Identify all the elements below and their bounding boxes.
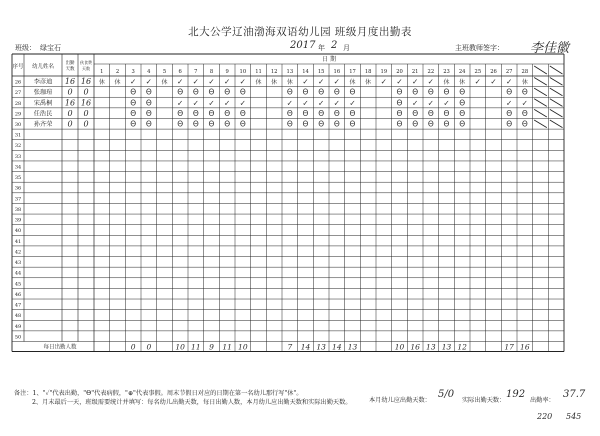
day-number: 6 <box>178 69 182 75</box>
holiday-mark: 休 <box>349 79 356 87</box>
fee-days: 16 <box>80 98 92 108</box>
daily-total-value: 10 <box>238 342 248 352</box>
present-mark: ✓ <box>412 98 419 108</box>
present-mark: ✓ <box>412 77 419 87</box>
sick-leave-mark: Θ <box>224 108 231 118</box>
class-label: 班级： <box>15 44 36 52</box>
row-seq: 33 <box>14 153 22 160</box>
sick-leave-mark: Θ <box>459 108 466 118</box>
attend-days: 0 <box>67 108 73 118</box>
daily-total-value: 10 <box>394 342 405 352</box>
sick-leave-mark: Θ <box>208 119 215 129</box>
footnote-line-1: 备注：1、"✓"代表出勤，"Θ"代表病假，"⊕"代表事假。周末节假日对应的日期在第一名幼儿那行写"休"。 <box>14 390 303 397</box>
holiday-mark: 休 <box>271 79 278 87</box>
day-number: 5 <box>162 69 167 75</box>
sick-leave-mark: Θ <box>145 98 152 108</box>
header-date-group: 日 期 <box>322 56 336 63</box>
day-number: 23 <box>443 69 450 75</box>
row-seq: 35 <box>14 175 22 182</box>
sick-leave-mark: Θ <box>208 87 215 97</box>
present-mark: ✓ <box>506 77 513 87</box>
daily-total-value: 11 <box>222 342 232 352</box>
expected-days-label: 本月幼儿应出勤天数： <box>369 397 431 404</box>
present-mark: ✓ <box>396 77 403 87</box>
present-mark: ✓ <box>490 77 497 87</box>
page-title: 北大公学辽油渤海双语幼儿园 班级月度出勤表 <box>188 26 412 38</box>
cell-slash <box>550 88 563 96</box>
day-number: 1 <box>100 69 104 75</box>
sick-leave-mark: Θ <box>286 119 293 129</box>
sick-leave-mark: Θ <box>412 108 419 118</box>
row-seq: 28 <box>14 100 22 107</box>
present-mark: ✓ <box>192 77 199 87</box>
rate-value: 37.7 <box>563 389 586 400</box>
day-number: 3 <box>131 69 135 75</box>
day-number: 9 <box>225 69 229 75</box>
present-mark: ✓ <box>333 98 340 108</box>
row-seq: 37 <box>14 196 22 203</box>
cell-slash <box>534 78 547 86</box>
present-mark: ✓ <box>318 77 325 87</box>
day-number: 11 <box>255 69 262 75</box>
sick-leave-mark: Θ <box>130 119 137 129</box>
rate-label: 出勤率： <box>530 397 555 404</box>
sick-leave-mark: Θ <box>224 87 231 97</box>
present-mark: ✓ <box>349 98 356 108</box>
sick-leave-mark: Θ <box>521 119 528 129</box>
sick-leave-mark: Θ <box>427 119 434 129</box>
sick-leave-mark: Θ <box>302 108 309 118</box>
sick-leave-mark: Θ <box>412 119 419 129</box>
sick-leave-mark: Θ <box>333 119 340 129</box>
row-seq: 42 <box>14 249 22 256</box>
present-mark: ✓ <box>506 98 513 108</box>
present-mark: ✓ <box>427 98 434 108</box>
attend-days: 16 <box>64 77 76 87</box>
footnote-line-2: 2、月末最后一天，班级需要统计并填写：每名幼儿出勤天数，每日出勤人数，本月幼儿应出勤天数和实际出勤天数。 <box>32 399 352 406</box>
day-number: 18 <box>364 69 372 75</box>
row-seq: 43 <box>14 260 22 267</box>
daily-total-value: 9 <box>209 342 214 352</box>
header-seq: 序号 <box>12 64 24 70</box>
sick-leave-mark: Θ <box>443 108 450 118</box>
sick-leave-mark: Θ <box>318 108 325 118</box>
present-mark: ✓ <box>474 77 481 87</box>
day-number: 16 <box>333 69 341 75</box>
holiday-mark: 休 <box>459 79 466 87</box>
row-seq: 47 <box>14 302 22 309</box>
sick-leave-mark: Θ <box>396 98 403 108</box>
attend-days: 16 <box>64 98 76 108</box>
sick-leave-mark: Θ <box>349 108 356 118</box>
child-name: 张珈瑄 <box>33 89 53 97</box>
sick-leave-mark: Θ <box>239 108 246 118</box>
sick-leave-mark: Θ <box>208 108 215 118</box>
daily-total-value: 13 <box>426 342 436 352</box>
daily-total-value: 16 <box>520 342 530 352</box>
holiday-mark: 休 <box>521 79 528 87</box>
sick-leave-mark: Θ <box>145 108 152 118</box>
present-mark: ✓ <box>224 98 231 108</box>
sick-leave-mark: Θ <box>459 119 466 129</box>
daily-total-value: 13 <box>316 342 326 352</box>
holiday-mark: 休 <box>443 79 450 87</box>
present-mark: ✓ <box>208 98 215 108</box>
sick-leave-mark: Θ <box>177 108 184 118</box>
sick-leave-mark: Θ <box>302 87 309 97</box>
present-mark: ✓ <box>192 98 199 108</box>
daily-total-value: 14 <box>300 342 311 352</box>
row-seq: 26 <box>14 79 22 86</box>
sick-leave-mark: Θ <box>333 108 340 118</box>
footnote <box>14 389 352 407</box>
sick-leave-mark: Θ <box>192 87 199 97</box>
day-slash <box>534 66 547 74</box>
cell-slash <box>534 109 547 117</box>
attend-days: 0 <box>67 87 73 97</box>
sick-leave-mark: Θ <box>396 108 403 118</box>
teacher-label: 主班教师签字： <box>455 44 504 52</box>
day-number: 4 <box>147 69 151 75</box>
present-mark: ✓ <box>177 98 184 108</box>
sick-leave-mark: Θ <box>521 87 528 97</box>
child-name: 任浩民 <box>33 110 53 118</box>
day-number: 27 <box>505 69 513 75</box>
daily-total-value: 11 <box>191 342 201 352</box>
sick-leave-mark: Θ <box>145 87 152 97</box>
actual-days-value: 192 <box>506 389 526 400</box>
row-seq: 39 <box>14 217 22 224</box>
bottom-note-1: 220 <box>537 412 553 421</box>
daily-total-value: 14 <box>332 342 342 352</box>
sick-leave-mark: Θ <box>286 108 293 118</box>
row-seq: 38 <box>14 206 22 213</box>
day-slash <box>550 66 563 74</box>
daily-total-value: 12 <box>457 342 467 352</box>
holiday-mark: 休 <box>255 79 262 87</box>
day-number: 17 <box>349 69 356 75</box>
header-attend-days: 出勤 <box>65 61 75 66</box>
holiday-mark: 休 <box>114 79 121 87</box>
row-seq: 27 <box>14 90 22 97</box>
day-number: 8 <box>209 69 214 75</box>
sick-leave-mark: Θ <box>506 119 513 129</box>
sick-leave-mark: Θ <box>145 119 152 129</box>
day-number: 2 <box>115 69 120 75</box>
day-number: 26 <box>490 69 497 75</box>
month-label: 月 <box>343 44 350 52</box>
sick-leave-mark: Θ <box>318 119 325 129</box>
present-mark: ✓ <box>130 77 137 87</box>
day-number: 25 <box>474 69 482 75</box>
day-number: 15 <box>317 69 325 75</box>
year-handwritten: 2017 <box>290 40 316 51</box>
sick-leave-mark: Θ <box>506 108 513 118</box>
row-seq: 49 <box>14 323 22 330</box>
header-name: 幼儿姓名 <box>31 64 55 70</box>
year-label: 年 <box>318 44 325 52</box>
row-seq: 41 <box>14 238 22 245</box>
header-fee-days: 伙食费 <box>80 60 92 65</box>
present-mark: ✓ <box>333 77 340 87</box>
daily-total-label: 每日出勤人数 <box>43 344 77 351</box>
row-seq: 34 <box>14 164 22 171</box>
class-name: 绿宝石 <box>40 44 61 52</box>
day-number: 7 <box>194 69 198 75</box>
row-seq: 32 <box>14 143 22 150</box>
present-mark: ✓ <box>521 98 528 108</box>
sick-leave-mark: Θ <box>349 119 356 129</box>
day-number: 19 <box>380 69 388 75</box>
daily-total-value: 16 <box>410 342 420 352</box>
cell-slash <box>550 78 563 86</box>
holiday-mark: 休 <box>161 79 168 87</box>
holiday-mark: 休 <box>365 79 372 87</box>
attend-days: 0 <box>67 119 73 129</box>
sick-leave-mark: Θ <box>192 108 199 118</box>
sick-leave-mark: Θ <box>459 98 466 108</box>
row-seq: 30 <box>14 121 22 128</box>
row-seq: 50 <box>14 334 22 341</box>
sick-leave-mark: Θ <box>412 87 419 97</box>
day-number: 10 <box>239 69 247 75</box>
bottom-note-2: 545 <box>566 412 582 421</box>
sick-leave-mark: Θ <box>349 87 356 97</box>
fee-days: 0 <box>83 119 89 129</box>
fee-days: 16 <box>80 77 92 87</box>
row-seq: 40 <box>14 228 22 235</box>
cell-slash <box>534 120 547 128</box>
daily-total-value: 17 <box>504 342 514 352</box>
present-mark: ✓ <box>380 77 387 87</box>
present-mark: ✓ <box>443 98 450 108</box>
daily-total-value: 13 <box>347 342 358 352</box>
sick-leave-mark: Θ <box>130 98 137 108</box>
child-name: 孙齐荣 <box>33 120 53 128</box>
sick-leave-mark: Θ <box>239 87 246 97</box>
daily-total-value: 0 <box>146 342 152 352</box>
daily-total-value: 7 <box>287 342 293 352</box>
sick-leave-mark: Θ <box>521 108 528 118</box>
day-number: 20 <box>396 69 403 75</box>
present-mark: ✓ <box>224 77 231 87</box>
header-attend-days-2: 天数 <box>65 67 75 72</box>
sick-leave-mark: Θ <box>459 87 466 97</box>
present-mark: ✓ <box>145 77 152 87</box>
sick-leave-mark: Θ <box>224 119 231 129</box>
present-mark: ✓ <box>208 77 215 87</box>
present-mark: ✓ <box>427 77 434 87</box>
sick-leave-mark: Θ <box>177 87 184 97</box>
cell-slash <box>550 99 563 107</box>
teacher-signature: 李佳徽 <box>530 41 570 56</box>
actual-days-label: 实际出勤天数： <box>462 397 506 404</box>
sick-leave-mark: Θ <box>427 87 434 97</box>
day-number: 14 <box>302 69 309 75</box>
month-handwritten: 2 <box>331 40 338 51</box>
fee-days: 0 <box>83 108 89 118</box>
sick-leave-mark: Θ <box>239 119 246 129</box>
sick-leave-mark: Θ <box>427 108 434 118</box>
row-seq: 45 <box>14 281 22 288</box>
day-number: 13 <box>286 69 294 75</box>
daily-total-value: 0 <box>130 342 136 352</box>
row-seq: 36 <box>14 185 22 192</box>
daily-total-value: 10 <box>175 342 185 352</box>
cell-slash <box>550 109 563 117</box>
present-mark: ✓ <box>302 77 309 87</box>
sick-leave-mark: Θ <box>177 119 184 129</box>
row-seq: 44 <box>14 270 22 277</box>
sick-leave-mark: Θ <box>130 108 137 118</box>
sick-leave-mark: Θ <box>333 87 340 97</box>
sick-leave-mark: Θ <box>396 119 403 129</box>
fee-days: 0 <box>83 87 89 97</box>
cell-slash <box>534 88 547 96</box>
sick-leave-mark: Θ <box>443 87 450 97</box>
cell-slash <box>550 120 563 128</box>
day-number: 21 <box>411 69 419 75</box>
present-mark: ✓ <box>239 98 246 108</box>
sick-leave-mark: Θ <box>318 87 325 97</box>
present-mark: ✓ <box>177 77 184 87</box>
child-name: 李彦迪 <box>33 78 53 86</box>
row-seq: 46 <box>14 291 22 298</box>
present-mark: ✓ <box>318 98 325 108</box>
sick-leave-mark: Θ <box>192 119 199 129</box>
day-number: 22 <box>427 69 435 75</box>
sick-leave-mark: Θ <box>443 119 450 129</box>
sick-leave-mark: Θ <box>302 119 309 129</box>
sick-leave-mark: Θ <box>396 87 403 97</box>
sick-leave-mark: Θ <box>286 87 293 97</box>
day-number: 24 <box>458 69 466 75</box>
present-mark: ✓ <box>239 77 246 87</box>
child-name: 宋禹桐 <box>33 99 53 107</box>
sick-leave-mark: Θ <box>506 87 513 97</box>
sick-leave-mark: Θ <box>130 87 137 97</box>
day-number: 28 <box>521 69 529 75</box>
present-mark: ✓ <box>286 98 293 108</box>
row-seq: 48 <box>14 313 22 320</box>
day-number: 12 <box>270 69 278 75</box>
holiday-mark: 休 <box>286 79 293 87</box>
expected-days-value: 5/0 <box>438 389 455 400</box>
cell-slash <box>534 99 547 107</box>
holiday-mark: 休 <box>98 79 105 87</box>
present-mark: ✓ <box>302 98 309 108</box>
daily-total-value: 13 <box>441 342 452 352</box>
row-seq: 29 <box>14 111 22 118</box>
header-fee-days-2: 天数 <box>82 66 90 71</box>
row-seq: 31 <box>14 132 22 139</box>
